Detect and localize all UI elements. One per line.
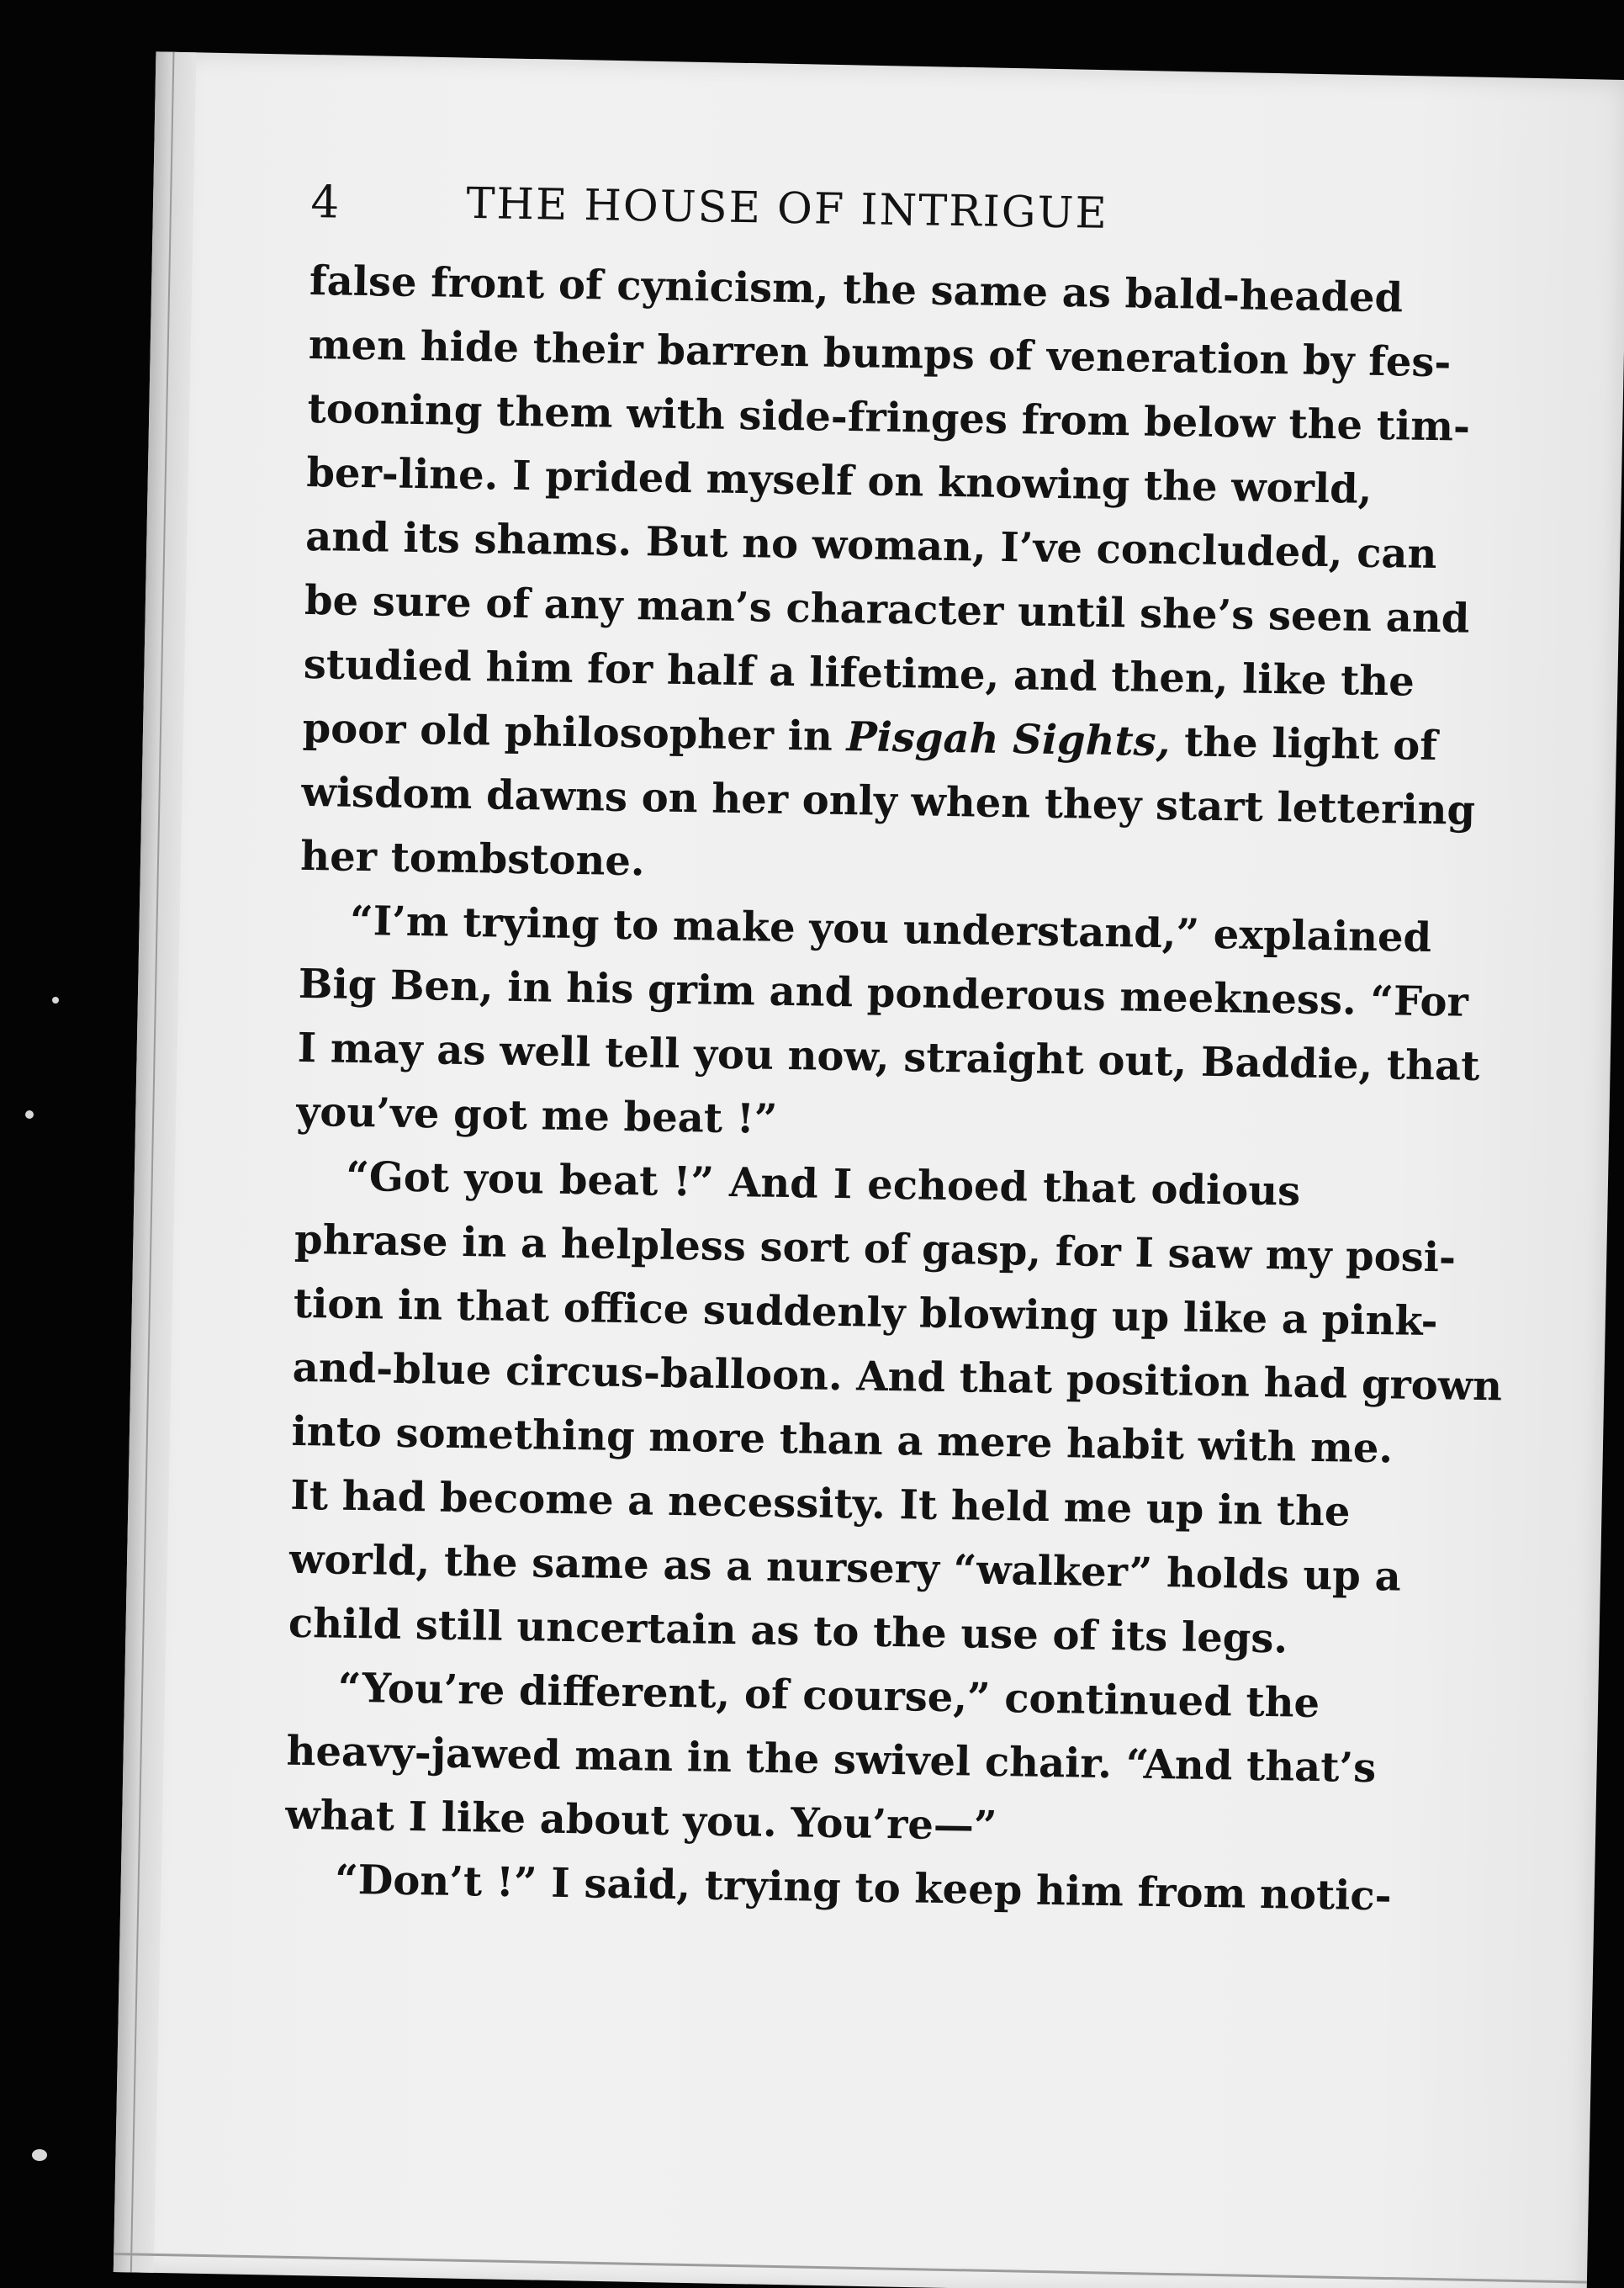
- text-line: Big Ben, in his grim and ponderous meekness. “For: [298, 960, 1469, 1026]
- page-number: 4: [310, 177, 341, 229]
- text-line: men hide their barren bumps of veneration by fes-: [308, 320, 1452, 387]
- paragraph-3: [288, 1144, 1503, 1671]
- text-line: It had become a necessity. It held me up in the: [289, 1471, 1351, 1536]
- text-line: what I like about you. You’re—”: [284, 1791, 997, 1851]
- text-line: phrase in a helpless sort of gasp, for I saw my posi-: [294, 1216, 1457, 1282]
- text-line: I may as well tell you now, straight out, Baddie, that: [297, 1024, 1480, 1090]
- text-line: and-blue circus-balloon. And that position had grown: [292, 1343, 1503, 1411]
- paragraph-1: [299, 249, 1476, 904]
- text-line: heavy-jawed man in the swivel chair. “And that’s: [286, 1727, 1377, 1793]
- text-line: tion in that office suddenly blowing up like a pink-: [293, 1279, 1439, 1346]
- text-line: “Don’t !” I said, trying to keep him from notic-: [334, 1856, 1392, 1920]
- scan-speck: [52, 997, 59, 1004]
- text-line: ber-line. I prided myself on knowing the world,: [306, 448, 1373, 513]
- page-text-block: [284, 177, 1503, 1927]
- scan-speck: [32, 2149, 47, 2161]
- text-line: and its shams. But no woman, I’ve concluded, can: [304, 512, 1437, 579]
- text-line: be sure of any man’s character until she’s seen and: [304, 576, 1470, 643]
- text-line: child still uncertain as to the use of its legs.: [288, 1599, 1288, 1663]
- text-fragment: the light of: [1169, 718, 1438, 771]
- page-bottom-edge: [114, 2253, 1587, 2284]
- text-line: world, the same as a nursery “walker” holds up a: [288, 1535, 1402, 1601]
- paragraph-4: [284, 1655, 1377, 1863]
- text-line: “Got you beat !” And I echoed that odious: [345, 1152, 1301, 1216]
- running-head-title: THE HOUSE OF INTRIGUE: [466, 178, 1109, 239]
- text-line: tooning them with side-fringes from below the tim-: [307, 384, 1471, 451]
- text-line: wisdom dawns on her only when they start lettering: [301, 768, 1476, 834]
- italic-book-title: Pisgah Sights,: [846, 713, 1171, 766]
- text-line: “You’re different, of course,” continued the: [337, 1664, 1320, 1728]
- text-line: into something more than a mere habit with me.: [291, 1407, 1394, 1473]
- text-line: studied him for half a lifetime, and then, like the: [303, 640, 1415, 706]
- paragraph-2: [296, 888, 1480, 1160]
- text-line: “I’m trying to make you understand,” explained: [349, 897, 1432, 962]
- scan-speck: [25, 1110, 34, 1119]
- page-binding-edge: [114, 51, 197, 2272]
- text-line: her tombstone.: [299, 832, 646, 886]
- text-line: false front of cynicism, the same as bald-headed: [309, 257, 1404, 322]
- text-line: you’ve got me beat !”: [296, 1088, 778, 1143]
- text-fragment: poor old philosopher in: [302, 704, 848, 761]
